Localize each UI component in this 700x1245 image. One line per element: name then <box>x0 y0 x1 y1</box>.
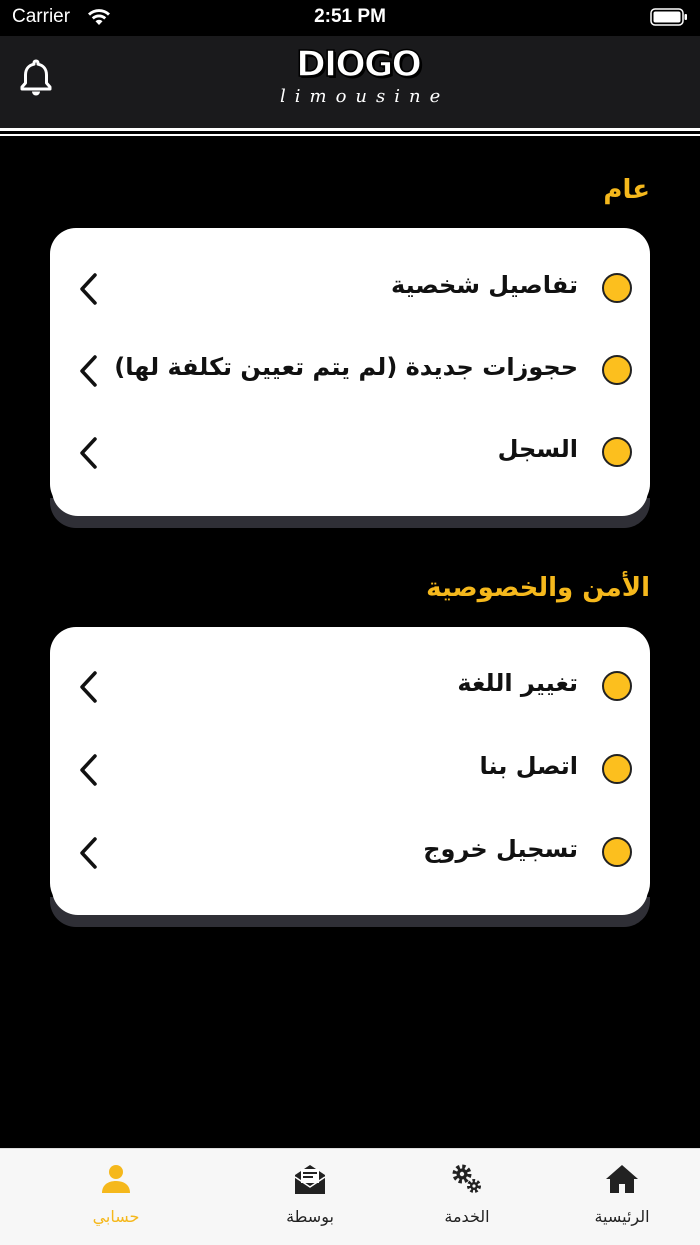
chevron-left-icon <box>76 669 100 705</box>
tab-label: الرئيسية <box>594 1207 650 1226</box>
menu-item-new-bookings[interactable] <box>50 331 650 413</box>
bullet-icon <box>602 273 632 303</box>
bullet-icon <box>602 355 632 385</box>
bell-icon[interactable] <box>18 58 54 98</box>
chevron-left-icon <box>76 435 100 471</box>
chevron-left-icon <box>76 752 100 788</box>
menu-item-label: السجل <box>497 435 578 463</box>
menu-item-label: تغيير اللغة <box>457 669 578 697</box>
security-card-body <box>50 627 650 909</box>
menu-item-label: تسجيل خروج <box>423 835 578 863</box>
tab-label: الخدمة <box>444 1207 490 1226</box>
tab-service[interactable] <box>407 1161 527 1237</box>
header-divider-bottom <box>0 134 700 136</box>
bullet-icon <box>602 437 632 467</box>
menu-item-history[interactable] <box>50 413 650 495</box>
security-card <box>50 627 650 927</box>
bullet-icon <box>602 671 632 701</box>
tab-label: حسابي <box>92 1207 140 1226</box>
menu-item-logout[interactable] <box>50 813 650 895</box>
menu-item-personal-details[interactable] <box>50 249 650 331</box>
tab-home[interactable] <box>562 1161 682 1237</box>
logo-sub-text: limousine <box>280 86 450 107</box>
menu-item-label: تفاصيل شخصية <box>391 271 578 299</box>
tab-my-account[interactable] <box>56 1161 176 1237</box>
carrier-label: Carrier <box>12 6 71 27</box>
menu-item-change-language[interactable] <box>50 647 650 729</box>
bottom-tab-bar <box>0 1148 700 1245</box>
brand-logo <box>280 42 450 114</box>
menu-item-label: حجوزات جديدة (لم يتم تعيين تكلفة لها) <box>114 353 578 381</box>
chevron-left-icon <box>76 353 100 389</box>
section-title-general: عام <box>603 175 650 205</box>
bullet-icon <box>602 754 632 784</box>
app-header <box>0 36 700 128</box>
person-icon <box>98 1161 134 1197</box>
general-card-body <box>50 228 650 510</box>
menu-item-contact-us[interactable] <box>50 730 650 812</box>
home-icon <box>604 1161 640 1197</box>
status-bar <box>0 0 700 36</box>
section-title-security: الأمن والخصوصية <box>426 573 650 603</box>
logo-main-text: DIOGO <box>296 44 421 85</box>
status-time: 2:51 PM <box>314 6 386 27</box>
menu-item-label: اتصل بنا <box>479 752 578 780</box>
header-divider-top <box>0 128 700 131</box>
tab-label: بوسطة <box>286 1207 334 1226</box>
tab-mail[interactable] <box>250 1161 370 1237</box>
mail-icon <box>292 1161 328 1197</box>
bullet-icon <box>602 837 632 867</box>
general-card <box>50 228 650 528</box>
chevron-left-icon <box>76 835 100 871</box>
gears-icon <box>449 1161 485 1197</box>
chevron-left-icon <box>76 271 100 307</box>
battery-icon <box>650 8 688 26</box>
